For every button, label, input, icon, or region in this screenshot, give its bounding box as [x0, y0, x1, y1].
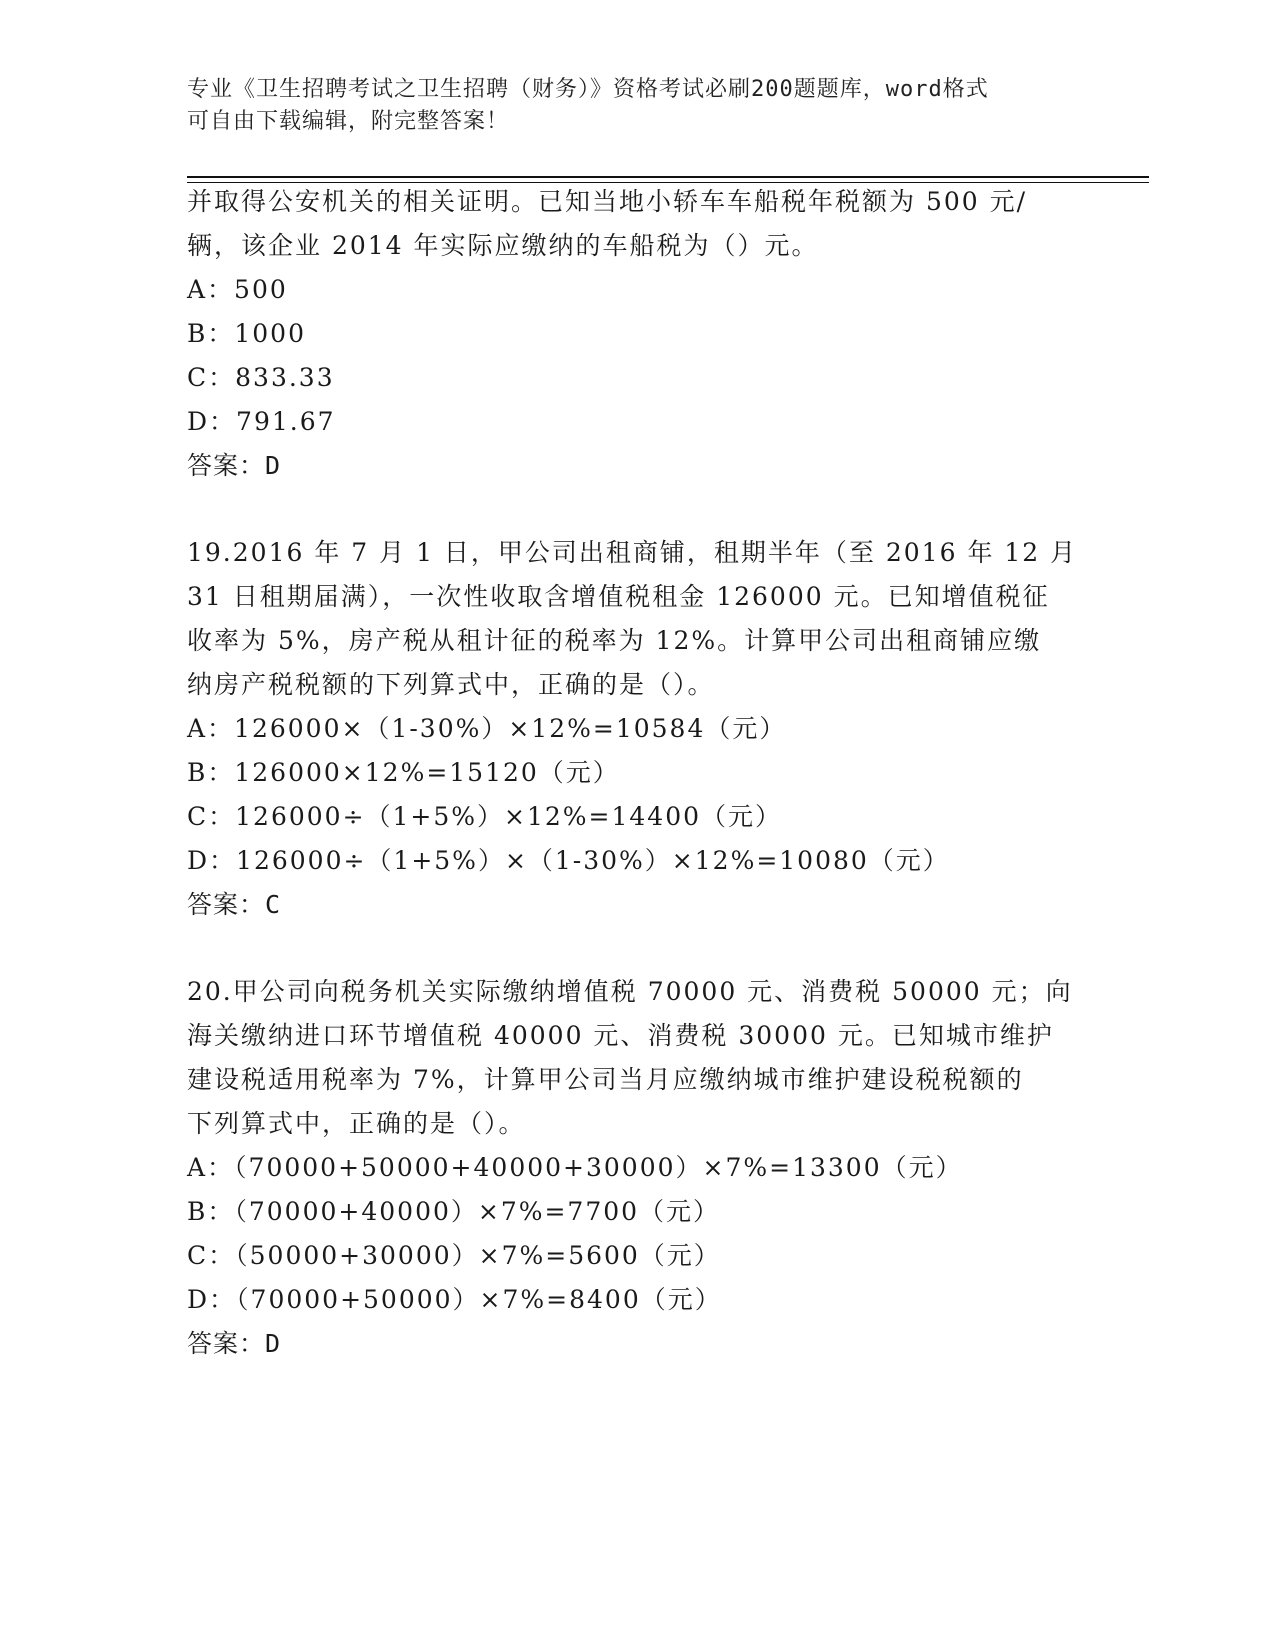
q20-option-c: C：（50000+30000）×7%=5600（元） [187, 1241, 721, 1270]
q20-stem-line-4: 下列算式中，正确的是（）。 [187, 1109, 526, 1138]
q20-option-a: A：（70000+50000+40000+30000）×7%=13300（元） [187, 1153, 963, 1182]
q19-stem-line-4: 纳房产税税额的下列算式中，正确的是（）。 [187, 670, 715, 699]
document-header [187, 74, 1067, 138]
q19-answer: 答案：C [187, 890, 282, 919]
header-line-2: 可自由下载编辑，附完整答案！ [187, 109, 510, 134]
q19-option-c: C：126000÷（1+5%）×12%=14400（元） [187, 802, 783, 831]
header-line-1: 专业《卫生招聘考试之卫生招聘（财务）》资格考试必刷200题题库，word格式 [187, 77, 989, 102]
q19-stem-line-3: 收率为 5%，房产税从租计征的税率为 12%。计算甲公司出租商铺应缴 [187, 626, 1042, 655]
q20-option-b: B：（70000+40000）×7%=7700（元） [187, 1197, 721, 1226]
q18-option-b: B：1000 [187, 319, 306, 348]
q19-option-b: B：126000×12%=15120（元） [187, 758, 620, 787]
q20-stem-line-1: 20.甲公司向税务机关实际缴纳增值税 70000 元、消费税 50000 元；向 [187, 977, 1073, 1006]
q18-option-a: A：500 [187, 275, 288, 304]
q19-option-a: A：126000×（1-30%）×12%=10584（元） [187, 714, 787, 743]
q18-stem-line-2: 辆，该企业 2014 年实际应缴纳的车船税为（）元。 [187, 231, 819, 260]
q20-stem-line-3: 建设税适用税率为 7%，计算甲公司当月应缴纳城市维护建设税税额的 [187, 1065, 1024, 1094]
q19-stem-line-1: 19.2016 年 7 月 1 日，甲公司出租商铺，租期半年（至 2016 年 12 月 [187, 538, 1078, 567]
q18-stem-line-1: 并取得公安机关的相关证明。已知当地小轿车车船税年税额为 500 元/ [187, 187, 1028, 216]
header-rule-thin [187, 182, 1149, 183]
q19-option-d: D：126000÷（1+5%）×（1-30%）×12%=10080（元） [187, 846, 950, 875]
q20-option-d: D：（70000+50000）×7%=8400（元） [187, 1285, 722, 1314]
q18-option-c: C：833.33 [187, 363, 335, 392]
q18-option-d: D：791.67 [187, 407, 336, 436]
q20-answer: 答案：D [187, 1329, 282, 1358]
header-rule-thick [187, 176, 1149, 178]
q18-answer: 答案：D [187, 451, 282, 480]
q19-stem-line-2: 31 日租期届满），一次性收取含增值税租金 126000 元。已知增值税征 [187, 582, 1050, 611]
q20-stem-line-2: 海关缴纳进口环节增值税 40000 元、消费税 30000 元。已知城市维护 [187, 1021, 1054, 1050]
